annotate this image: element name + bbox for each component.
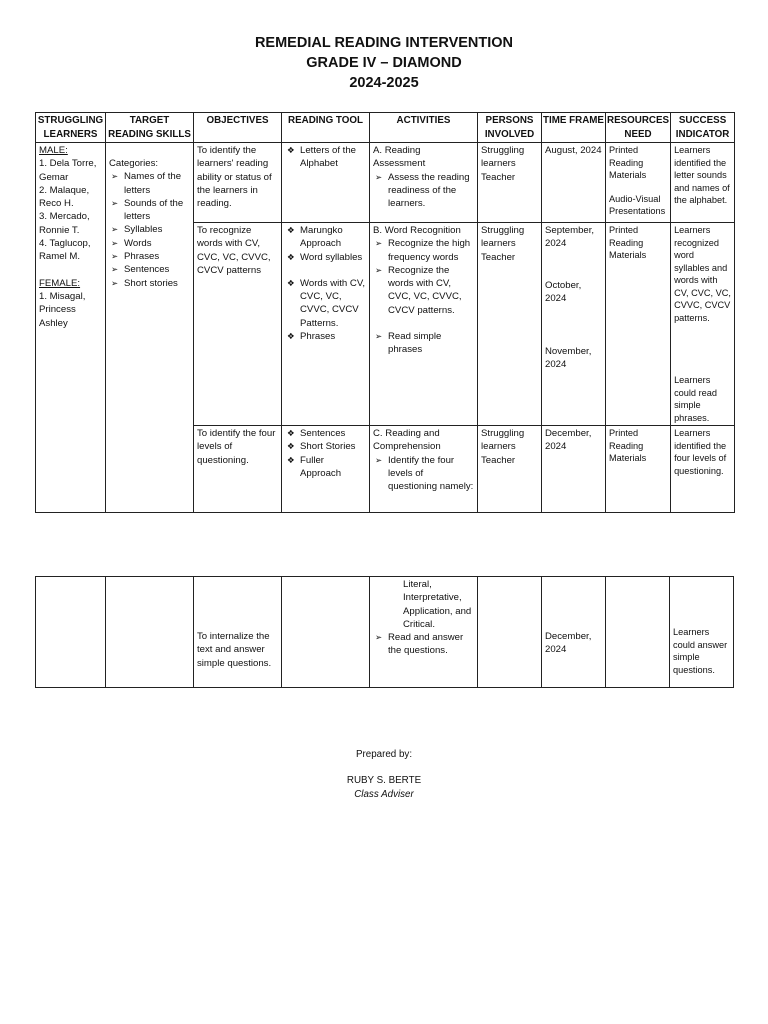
tool-item: ❖ Marungko Approach — [285, 224, 366, 251]
learner-name: 2. Malaque, Reco H. — [39, 184, 90, 210]
activity-cell — [370, 143, 478, 223]
time-frame-cell — [542, 223, 606, 426]
activity-title: A. Reading Assessment — [373, 145, 426, 170]
activity-item: ➢ Recognize the words with CV, CVC, VC, CVVC, CVCV patterns. — [373, 264, 474, 317]
objective-cell — [194, 577, 282, 688]
time-item: December, 2024 — [545, 631, 592, 656]
time-frame-cell: December, 2024 — [542, 426, 606, 513]
skill-item: ➢ Syllables — [109, 223, 190, 236]
learner-name: 3. Mercado, Ronnie T. — [39, 211, 90, 236]
indicator-item: Learners could read simple phrases. — [674, 375, 717, 423]
tool-item: ❖ Phrases — [285, 330, 366, 343]
persons-cell: Struggling learners Teacher — [478, 223, 542, 426]
struggling-learners-cell — [36, 577, 106, 688]
activity-item: ➢ Read and answer the questions. — [373, 631, 474, 658]
column-header: STRUGGLING LEARNERS — [36, 113, 106, 143]
success-indicator-cell: Learners identified the four levels of questioning. — [671, 426, 735, 513]
activity-item: ➢ Recognize the high frequency words — [373, 237, 474, 264]
resources-cell — [606, 577, 670, 688]
skill-item: ➢ Sentences — [109, 263, 190, 276]
tool-item: ❖ Words with CV, CVC, VC, CVVC, CVCV Patterns. — [285, 277, 366, 330]
column-header: PERSONS INVOLVED — [478, 113, 542, 143]
success-indicator-cell — [671, 223, 735, 426]
target-skills-cell — [106, 143, 194, 513]
objective-cell: To identify the four levels of questioning. — [194, 426, 282, 513]
time-item: November, 2024 — [545, 346, 592, 371]
resources-cell — [606, 143, 671, 223]
objective-cell: To recognize words with CV, CVC, VC, CVVC, CVCV patterns — [194, 223, 282, 426]
tool-item: ❖ Short Stories — [285, 440, 366, 453]
time-item: October, 2024 — [545, 279, 582, 304]
time-item: September, 2024 — [545, 225, 595, 250]
prepared-by-label: Prepared by: — [355, 749, 413, 760]
skill-item: ➢ Words — [109, 237, 190, 250]
table-row — [36, 577, 734, 688]
skill-item: ➢ Names of the letters — [109, 170, 190, 197]
activity-cell — [370, 426, 478, 513]
table-row — [36, 143, 735, 223]
activity-item: ➢ Assess the reading readiness of the learners. — [373, 171, 474, 211]
reading-tool-cell — [282, 426, 370, 513]
indicator-item: Learners could answer simple questions. — [673, 627, 728, 675]
resource-item: Audio-Visual Presentations — [609, 193, 666, 216]
intervention-table-continued — [35, 576, 734, 688]
struggling-learners-cell — [36, 143, 106, 513]
preparer-name: RUBY S. BERTE — [346, 775, 422, 786]
column-header: READING TOOL — [282, 113, 370, 143]
tool-item: ❖ Fuller Approach — [285, 454, 366, 481]
activity-continued: Literal, Interpretative, Application, and Critical. — [403, 579, 472, 630]
tool-item: ❖ Sentences — [285, 427, 366, 440]
column-header: RESOURCES NEED — [606, 113, 671, 143]
persons-cell: Struggling learners Teacher — [478, 426, 542, 513]
column-header: TIME FRAME — [542, 113, 606, 143]
activity-cell — [370, 223, 478, 426]
resources-cell: Printed Reading Materials — [606, 223, 671, 426]
table-header-row — [36, 113, 735, 143]
skill-item: ➢ Phrases — [109, 250, 190, 263]
activity-item: ➢ Identify the four levels of questioning namely: — [373, 454, 474, 494]
reading-tool-cell — [282, 577, 370, 688]
reading-tool-cell — [282, 223, 370, 426]
persons-cell — [478, 577, 542, 688]
document-title: REMEDIAL READING INTERVENTION — [254, 35, 514, 51]
resource-item: Printed Reading Materials — [609, 145, 647, 180]
activity-cell — [370, 577, 478, 688]
learner-name: 1. Misagal, Princess Ashley — [39, 290, 86, 329]
column-header: TARGET READING SKILLS — [106, 113, 194, 143]
target-skills-cell — [106, 577, 194, 688]
success-indicator-cell — [670, 577, 734, 688]
activity-title: C. Reading and Comprehension — [373, 428, 441, 453]
categories-label: Categories: — [109, 158, 159, 169]
indicator-item: Learners recognized word syllables and words with CV, CVC, VC, CVVC, CVCV patterns. — [674, 225, 731, 323]
female-label: FEMALE: — [39, 277, 81, 289]
learner-name: 4. Taglucop, Ramel M. — [39, 238, 91, 263]
skill-item: ➢ Sounds of the letters — [109, 197, 190, 224]
time-frame-cell — [542, 577, 606, 688]
tool-item: ❖ Word syllables — [285, 251, 366, 264]
objective-cell: To identify the learners' reading ability or status of the learners in reading. — [194, 143, 282, 223]
preparer-role: Class Adviser — [354, 789, 414, 800]
activity-title: B. Word Recognition — [373, 225, 461, 236]
persons-cell: Struggling learners Teacher — [478, 143, 542, 223]
male-label: MALE: — [39, 145, 68, 156]
success-indicator-cell: Learners identified the letter sounds and names of the alphabet. — [671, 143, 735, 223]
skill-item: ➢ Short stories — [109, 277, 190, 290]
tool-item: ❖ Letters of the Alphabet — [285, 144, 366, 171]
column-header: OBJECTIVES — [194, 113, 282, 143]
document-subtitle-year: 2024-2025 — [349, 75, 419, 91]
column-header: ACTIVITIES — [370, 113, 478, 143]
resources-cell: Printed Reading Materials — [606, 426, 671, 513]
intervention-table — [35, 112, 735, 513]
objective-text: To internalize the text and answer simple questions. — [197, 631, 272, 669]
time-frame-cell: August, 2024 — [542, 143, 606, 223]
reading-tool-cell — [282, 143, 370, 223]
document-subtitle-grade: GRADE IV – DIAMOND — [306, 55, 462, 71]
learner-name: 1. Dela Torre, Gemar — [39, 158, 97, 183]
activity-item: ➢ Read simple phrases — [373, 330, 474, 357]
column-header: SUCCESS INDICATOR — [671, 113, 735, 143]
